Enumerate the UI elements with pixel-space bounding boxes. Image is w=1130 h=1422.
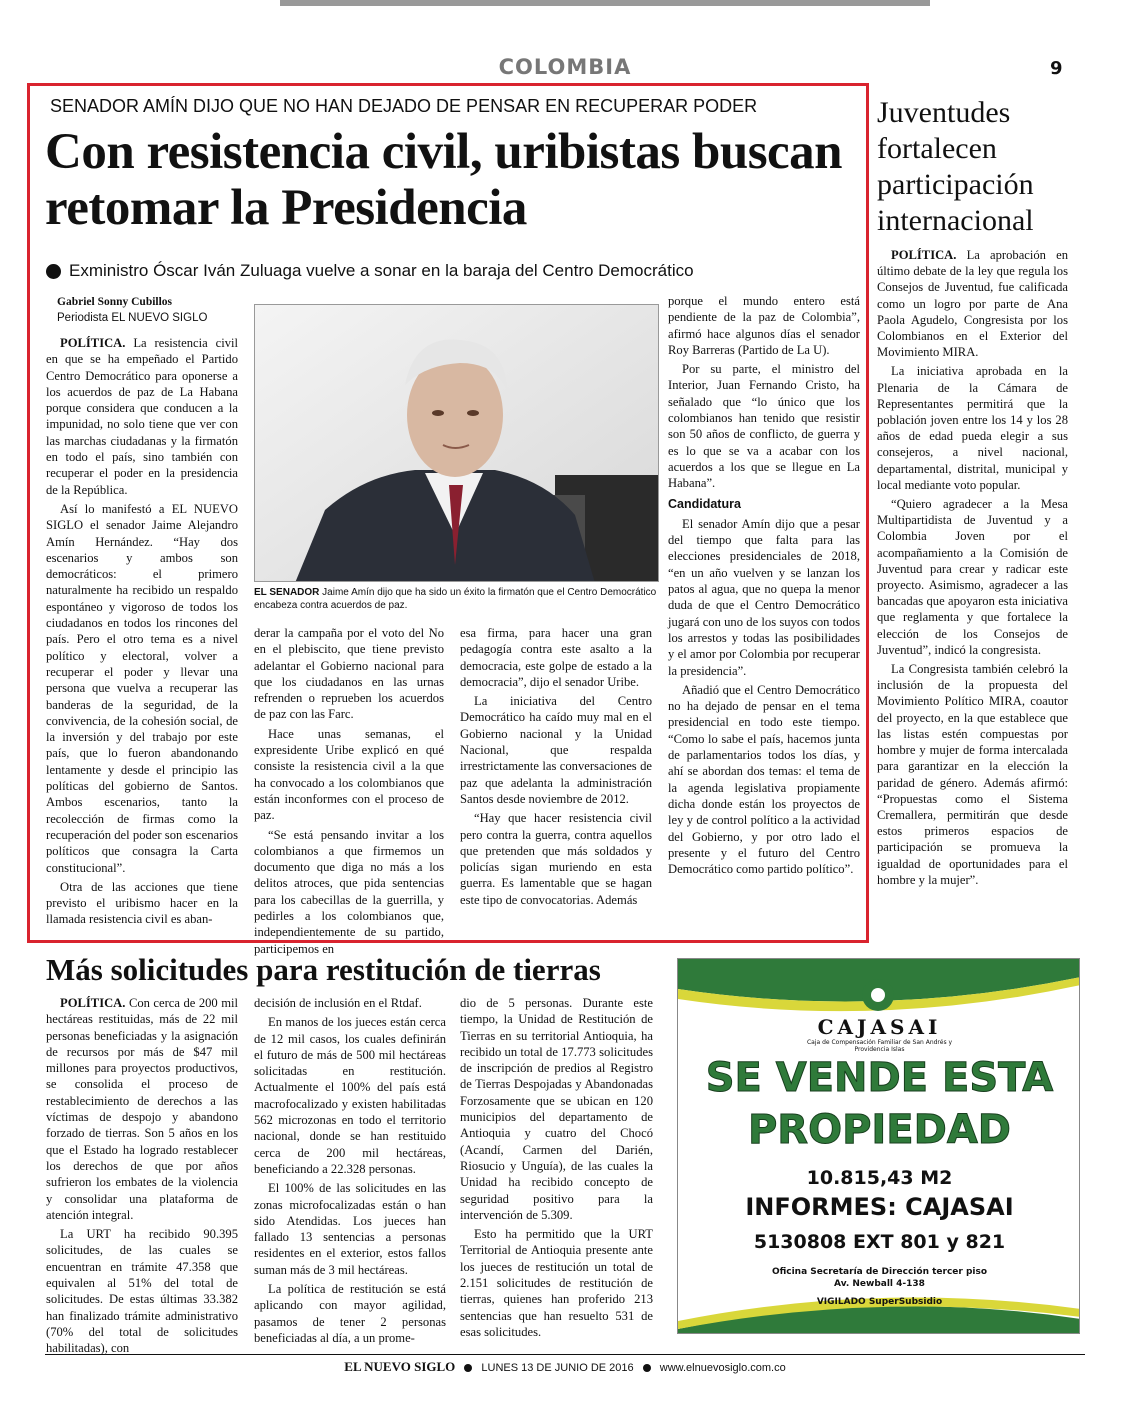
ad-brand: CAJASAI	[817, 1015, 942, 1039]
article-column-3	[460, 625, 652, 911]
article-subhead	[46, 261, 694, 281]
second-dateline: POLÍTICA.	[60, 996, 126, 1010]
paragraph: La Congresista también celebró la inclusión de la propuesta del Movimiento Político MIRA, coautor del proyecto, en la que establece que las listas estén compuestas por hombre y mujer de forma intercalada para garantizar en la elección la paridad de género. Además afirmó: “Propuestas como el Sistema Cremallera, permitirán que desde estos primeros espacios de participación se promueva la igualdad de oportunidades para el hombre y la mujer”.	[877, 662, 1068, 887]
ad-line-1: SE VENDE ESTA	[705, 1055, 1054, 1101]
section-subhead: Candidatura	[668, 496, 741, 511]
paragraph: Otra de las acciones que tiene previsto el uribismo hacer en la llamada resistencia civil es aban-	[46, 879, 238, 927]
article-headline: Con resistencia civil, uribistas buscan retomar la Presidencia	[45, 124, 843, 236]
dateline: POLÍTICA.	[60, 336, 126, 350]
ad-phone: 5130808 EXT 801 y 821	[753, 1231, 1006, 1253]
paragraph: decisión de inclusión en el Rtdaf.	[254, 996, 422, 1010]
ad-area: 10.815,43 M2	[806, 1167, 953, 1189]
article-kicker: SENADOR AMÍN DIJO QUE NO HAN DEJADO DE PENSAR EN RECUPERAR PODER	[50, 96, 758, 116]
bullet-icon	[46, 264, 61, 279]
paragraph: “Hay que hacer resistencia civil pero contra la guerra, contra aquellos que pretenden que más soldados y policías sigan muriendo en esta guerra. Es lamentable que se hagan este tipo de convocatorias. Además	[460, 811, 652, 907]
photo-caption	[254, 586, 659, 612]
paragraph: derar la campaña por el voto del No en el plebiscito, que tiene previsto adelantar el Gobierno nacional para que los ciudadanos en las urnas refrenden o reprueben los acuerdos de paz con las Farc.	[254, 626, 444, 722]
ad-informes: INFORMES: CAJASAI	[745, 1193, 1014, 1221]
ad-address: Av. Newball 4-138	[834, 1279, 925, 1289]
sidebar-headline: Juventudes fortalecen participación internacional	[877, 96, 1034, 237]
paragraph: Así lo manifestó a EL NUEVO SIGLO el senador Jaime Alejandro Amín Hernández. “Hay dos escenarios y ambos son democráticos: el primero naturalmente ha recibido un respaldo espontáneo y vigoroso de todos los ciudadanos en todos los rincones del país. Pero el otro tema es a nivel político y electoral, volver a recuperar el poder y llevar una persona que vuelva a recuperar las banderas de la seguridad, de la convivencia, de la cohesión social, de la inversión y del trabajo por este país, que lo fueron abandonando lentamente y desde el principio las políticas del gobierno de Santos. Ambos escenarios, tanto la recolección de firmas como la recuperación del poder son escenarios políticos que consagra la Carta constitucional”.	[46, 501, 238, 875]
senator-photo	[254, 304, 659, 582]
footer-brand: EL NUEVO SIGLO	[344, 1359, 456, 1374]
paragraph: En manos de los jueces están cerca de 12 mil casos, los cuales definirán el futuro de más de 500 mil hectáreas solicitadas en restitución. Actualmente el 100% del país está macrofocalizado y existen habilitadas 562 microzonas en todo el territorio nacional, donde se han restituido cerca de 200 mil hectáreas, beneficiando a 22.328 personas.	[254, 1015, 446, 1176]
paragraph: Añadió que el Centro Democrático no ha dejado de pensar en el tema presidencial en todo este tiempo. “Como lo sabe el país, hacemos junta de parlamentarios todos los días, y ahí se abordan dos temas: el tema de la agenda legislativa propiamente dicha donde están los proyectos de ley y de control político a la actividad del Gobierno, y por otro lado el presente y el futuro del Centro Democrático como partido político”.	[668, 682, 860, 877]
paragraph: Con cerca de 200 mil hectáreas restituidas, más de 22 mil personas beneficiadas y la asignación de recursos por más de $47 mil millones para proyectos productivos, se consolida el proceso de restablecimiento de derechos a las víctimas de despojo y abandono forzado de tierras. Son 5 años en los que el Estado ha logrado restablecer los derechos de que por años sufrieron los embates de la violencia y consolidar una plataforma de atención integral.	[46, 996, 238, 1222]
paragraph: Hace unas semanas, el expresidente Uribe explicó en qué consiste la resistencia civil a la que ha convocado a los colombianos que están inconformes con el proceso de paz.	[254, 726, 444, 823]
subhead-text: Exministro Óscar Iván Zuluaga vuelve a sonar en la baraja del Centro Democrático	[69, 261, 694, 280]
paragraph: esa firma, para hacer una gran pedagogía contra este asalto a la democracia, este golpe de estado a la democracia”, dijo el senador Uribe.	[460, 626, 652, 689]
portrait-image	[255, 305, 659, 582]
paragraph: La resistencia civil en que se ha empeñado el Partido Centro Democrático para oponerse a los acuerdos de paz de La Habana porque considera que conducen a la impunidad, no solo tiene que ver con las marchas ciudadanas y la firmatón en todo el país, sino también con recuperar el poder en la presidencia de la República.	[46, 336, 238, 497]
byline	[57, 294, 207, 326]
second-column-3	[460, 995, 653, 1343]
author-role: Periodista EL NUEVO SIGLO	[57, 312, 208, 324]
ad-brand-sub: Caja de Compensación Familiar de San Andrés y Providencia Islas	[806, 1039, 953, 1053]
footer-url[interactable]: www.elnuevosiglo.com.co	[659, 1362, 786, 1374]
article-column-1	[46, 335, 238, 931]
paragraph: dio de 5 personas. Durante este tiempo, la Unidad de Restitución de Tierras en su territorial Antioquia, ha recibido un total de 17.773 solicitudes de inscripción de predios al Registro de Tierras Despojadas y Abandonadas Forzosamente que se ubican en 120 municipios del departamento de Antioquia y cuatro del Chocó (Acandí, Carmen del Darién, Riosucio y Unguía), de las cuales la Unidad ha recibido concepto de seguridad positivo para la intervención de 5.309.	[460, 996, 653, 1222]
paragraph: La aprobación en último debate de la ley que regula los Consejos de Juventud, fue calificada como un logro por parte de Ana Paola Agudelo, Congresista por los Colombianos en el Exterior del Movimiento MIRA.	[877, 248, 1068, 360]
paragraph: La política de restitución se está aplicando con mayor agilidad, pasamos de tener 2 personas beneficiadas al día, a un prome-	[254, 1282, 446, 1345]
author-name: Gabriel Sonny Cubillos	[57, 296, 173, 308]
page-number: 9	[1050, 58, 1063, 79]
paragraph: La iniciativa aprobada en la Plenaria de la Cámara de Representantes permitirá que la población joven entre los 14 y los 28 años de edad pueda elegir a sus consejeros, a nivel nacional, departamental, distrital, municipal y local mediante voto popular.	[877, 364, 1068, 492]
advertisement	[677, 958, 1080, 1334]
footer-date: LUNES 13 DE JUNIO DE 2016	[481, 1362, 634, 1374]
section-title: COLOMBIA	[498, 55, 632, 79]
ad-vigilado: VIGILADO SuperSubsidio	[816, 1297, 943, 1307]
caption-lead: EL SENADOR	[254, 587, 320, 598]
paragraph: “Quiero agradecer a la Mesa Multipartidista de Juventud y a Colombia Joven por el acompañamiento a la Comisión de Juventud para crear y radicar este proyecto. Asimismo, agradecer a las bancadas que apoyaron esta iniciativa que reglamenta y que fortalece la elección de los Consejos de Juventud”, indicó la congresista.	[877, 497, 1068, 657]
paragraph: El senador Amín dijo que a pesar del tiempo que falta para las elecciones presidenciales de 2018, “en un año vuelven y se lanzan los patos al agua, que no quepa la menor duda de que el Centro Democrático jugará con uno de los suyos con todos los arrestos y todas las posibilidades y el amor por Colombia por recuperar la presidencia”.	[668, 516, 860, 678]
paragraph: Por su parte, el ministro del Interior, Juan Fernando Cristo, ha señalado que “lo único que los colombianos han tenido que resistir son 50 años de conflicto, de guerra y es lo que se va a acabar con los acuerdos a los que se llegue en La Habana”.	[668, 362, 860, 491]
ad-office: Oficina Secretaría de Dirección tercer piso	[771, 1267, 988, 1277]
second-column-1	[46, 995, 238, 1360]
ad-line-2: PROPIEDAD	[747, 1107, 1011, 1153]
top-strip	[280, 0, 930, 6]
sidebar-body	[877, 247, 1068, 891]
separator-dot-icon	[464, 1364, 472, 1372]
separator-dot-icon	[643, 1364, 651, 1372]
sidebar-dateline: POLÍTICA.	[891, 248, 957, 262]
second-headline: Más solicitudes para restitución de tierras	[46, 952, 601, 987]
paragraph: porque el mundo entero está pendiente de la paz de Colombia”, afirmó hace algunos días el senador Roy Barreras (Partido de La U).	[668, 294, 860, 357]
page-footer	[45, 1354, 1085, 1375]
paragraph: La URT ha recibido 90.395 solicitudes, de las cuales se encuentran en trámite 47.358 que equivalen al 51% del total de solicitudes. De estas últimas 33.382 han finalizado trámite administrativo (70% del total de solicitudes habilitadas), con	[46, 1227, 238, 1356]
paragraph: Esto ha permitido que la URT Territorial de Antioquia presente ante los jueces de restitución un total de 2.151 solicitudes de restitución de tierras, quienes han proferido 213 sentencias que han resuelto 531 de esas solicitudes.	[460, 1227, 653, 1339]
article-column-2	[254, 625, 444, 960]
paragraph: La iniciativa del Centro Democrático ha caído muy mal en el Gobierno nacional y la Unidad Nacional, que respalda irrestrictamente las conversaciones de paz que adelanta la administración Santos desde noviembre de 2012.	[460, 694, 652, 806]
second-column-2	[254, 995, 446, 1349]
paragraph: “Se está pensando invitar a los colombianos a que firmemos un documento que diga no más a los delitos atroces, que pida sentencias para los cabecillas de la guerrilla, y pedirles a los colombianos que, independientemente de su partido, participemos en	[254, 827, 444, 956]
caption-text: Jaime Amín dijo que ha sido un éxito la firmatón que el Centro Democrático encabeza contra acuerdos de paz.	[254, 587, 657, 611]
paragraph: El 100% de las solicitudes en las zonas microfocalizadas están o han sido Atendidas. Los jueces han fallado 13 sentencias a personas residentes en el exterior, estos fallos suman más de 3 mil hectáreas.	[254, 1181, 446, 1277]
article-column-4	[668, 293, 860, 880]
